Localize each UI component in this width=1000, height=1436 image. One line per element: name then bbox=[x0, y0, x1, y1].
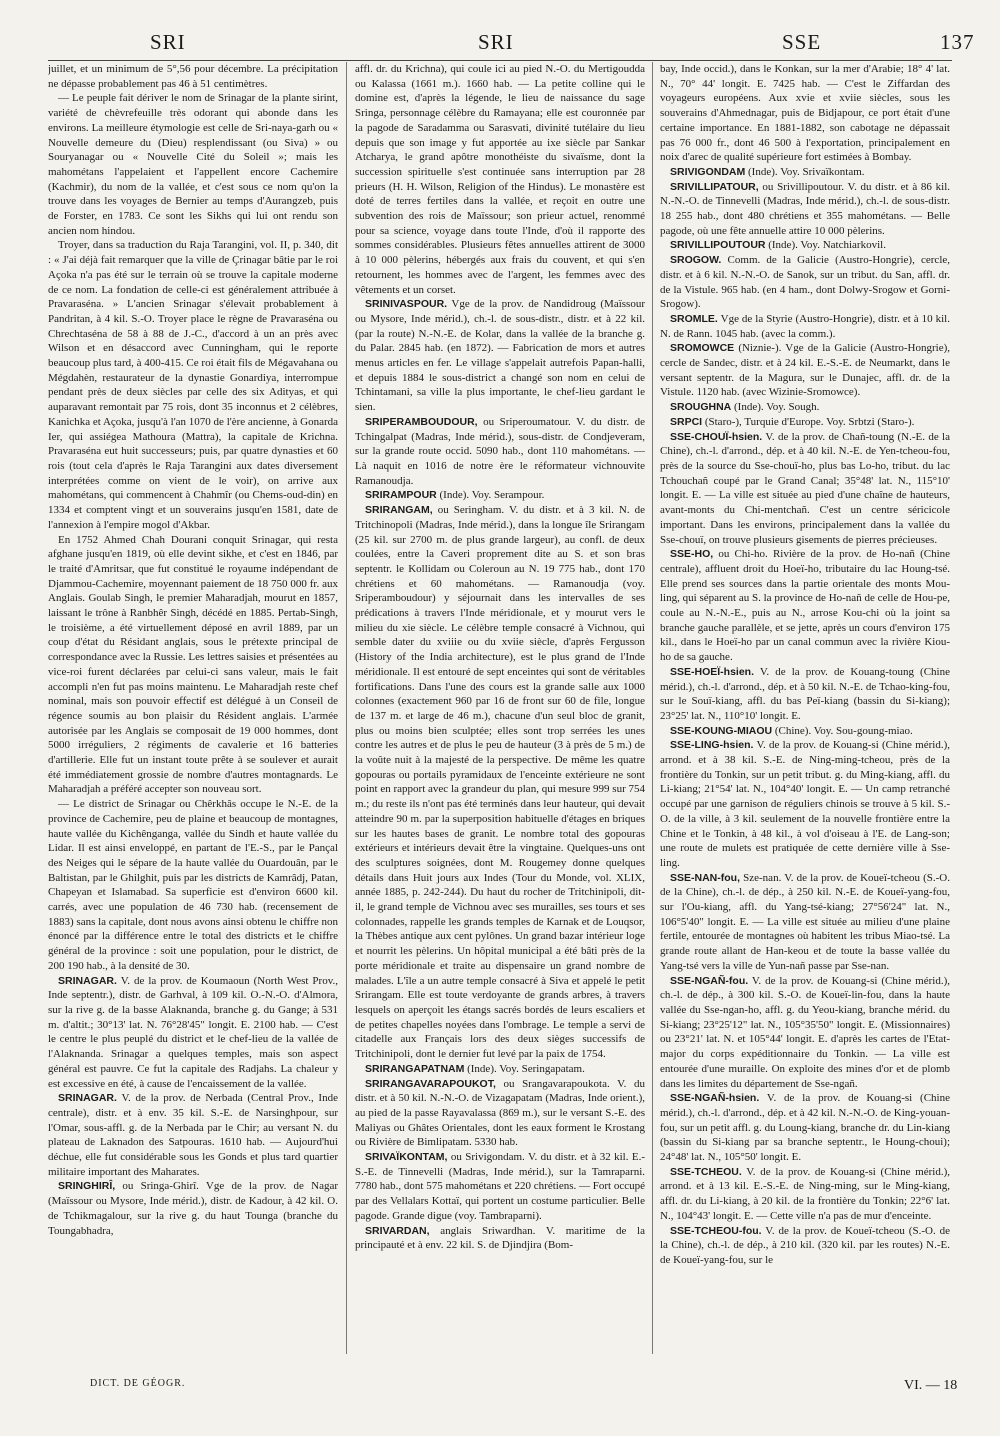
entry-headword: SSE-TCHEOU. bbox=[670, 1165, 742, 1178]
entry-text: — Le district de Srinagar ou Chêrkhâs occupe le N.-E. de la province de Cachemire, peu de plaine et beaucoup de montagnes, haute vallée du Kichênganga, vallée du Sindh et haute vallée du Lidar. Il est ainsi enveloppé, en partant de l'E.-S., par le Pançal des Neiges qui le sépare de la haute vallée du Ouardouân, par le Baltistan, par le Ghilghit, puis par les districts de Kamrâdj, Patan, Chapeyan et Islamabad. Sa superficie est d'environ 6600 kil. carrés, avec une population de 46 730 hab. (recensement de 1883) sans la capitale, dont nous avons ainsi obtenu le chiffre non énoncé par la différence entre le total des districts et le chiffre général de la province : soit une population, pour le district, de 200 190 hab., à la densité de 30. bbox=[48, 798, 338, 972]
entry-headword: SRINAGAR. bbox=[58, 1092, 117, 1105]
entry-text: bay, Inde occid.), dans le Konkan, sur la mer d'Arabie; 18° 4' lat. N., 70° 44' longit. E. 7425 hab. — C'est le Ziffardan des voyageurs européens. Aux xvie et xviie siècles, sous les souverains d'Ahmednagar, puis de Bidjapour, ce port était d'une certaine importance. En 1881-1882, son cabotage ne dépassait pas 76 000 fr., dont 46 500 à l'exportation, principalement en noix d'arec de qualité supérieure fort estimées à Bombay. bbox=[660, 63, 950, 164]
entry-headword: SSE-KOUNG-MIAOU bbox=[670, 724, 773, 737]
entry-headword: SRIRANGAPATNAM bbox=[365, 1062, 465, 1075]
entry-text: (Staro-), Turquie d'Europe. Voy. Srbtzi (Staro-). bbox=[704, 415, 915, 428]
entry-text: V. de la prov. de Kouang-si (Chine mérid.), ch.-l. d'arrond., dép. et à 42 kil. N.-N.-O. de King-youan-fou, sur un petit affl. g. du Loung-kiang, branche dr. du Lin-kiang (bassin du Si-kiang par sa branche septentr., le Houng-choui); 24°48' lat. N., 105°50' longit. E. bbox=[660, 1092, 950, 1164]
column-divider bbox=[652, 62, 653, 1354]
entry-text: V. de la prov. de Koueï-tcheou (S.-O. de la Chine), ch.-l. de dép., à 210 kil. (320 kil. par les routes) N.-E. de Koueï-yang-fou, sur le bbox=[660, 1224, 950, 1266]
page-footer bbox=[0, 1378, 1000, 1398]
entry-headword: SRIVILLIPATOUR, bbox=[670, 180, 759, 193]
entry-text: Troyer, dans sa traduction du Raja Tarangini, vol. II, p. 340, dit : « J'ai déjà fait remarquer que la ville de Çrinagar bâtie par le roi Açoka n'a pas été sur le terrain où se trouve la capitale moderne de ce nom. La fondation de celle-ci est généralement attribuée à Pravaraséna. » L'ancien Srinagar s'élevait probablement à Pandritan, à 4 kil. S.-O. Troyer place le règne de Pravaraséna ou Chrechtaséna de 58 à 88 de J.-C., d'accord à un an près avec Wilson et en désaccord avec Cunningham, qui le reporte beaucoup plus tard, à 400-415. Ce roi était fils de Mégavahana ou Mégdahèn, restaurateur de la dynastie Gonardiya, interrompue pendant près de deux siècles par celle des six Adityas, et qui auparavant remontait par 75 rois, dont 35 inconnus et 2 célèbres, Kanichka et Açoka, jusqu'à l'an 1070 de l'ère ancienne, à Gonarda Ier, qui assiégea Mathoura (Mattra), la capitale de Krichna. Pravaraséna eut huit successeurs; puis, par quatre dynasties et 60 rois (tout cela d'après le Raja Tarangini aux dates diversement interprétées comme on vient de le voir), on arrive aux mahométans, qui commencent à Chahmîr (ou Chems-oud-din) en 1334 et comptent vingt et un souverains jusqu'en 1581, date de l'annexion à l'empire mogol d'Akbar. bbox=[48, 239, 338, 531]
dictionary-entry bbox=[48, 238, 338, 532]
header-rule bbox=[48, 60, 952, 61]
dictionary-entry bbox=[355, 1150, 645, 1224]
dictionary-entry bbox=[355, 488, 645, 503]
entry-text: (Niznie-). Vge de la Galicie (Austro-Hongrie), cercle de Sandec, distr. et à 24 kil. E.-S.-E. de Neumarkt, dans le versant septentr. de la Magura, sur le Dunajec, affl. dr. de la Vistule. 1120 hab. (avec Wizinie-Sromowce). bbox=[660, 342, 950, 399]
header-left-word: SRI bbox=[150, 30, 186, 54]
entry-text: (Inde). Voy. Seringapatam. bbox=[467, 1062, 585, 1075]
dictionary-entry bbox=[355, 1077, 645, 1151]
entry-text: ou Srivigondam. V. du distr. et à 32 kil. E.-S.-E. de Tinnevelli (Madras, Inde mérid.), sur la Tamraparni. 7780 hab., dont 575 mahométans et 220 chrétiens. — Fort occupé par des Vellalars Kottaï, qui portent un costume particulier. Belle pagode. Grande digue (voy. Tambraparni). bbox=[355, 1151, 645, 1222]
dictionary-entry bbox=[660, 430, 950, 548]
dictionary-entry bbox=[660, 415, 950, 430]
entry-headword: SSE-CHOUÏ-hsien. bbox=[670, 430, 763, 443]
entry-text: (Inde). Voy. Srivaïkontam. bbox=[748, 165, 865, 178]
entry-headword: SRIRANGAM, bbox=[365, 504, 433, 517]
dictionary-entry bbox=[660, 400, 950, 415]
entry-headword: SRIVILLIPOUTOUR bbox=[670, 239, 766, 252]
column-right bbox=[660, 62, 950, 1358]
entry-text: (Inde). Voy. Serampour. bbox=[439, 489, 545, 502]
dictionary-entry bbox=[48, 1179, 338, 1238]
entry-headword: SRIPERAMBOUDOUR, bbox=[365, 415, 478, 428]
entry-headword: SROGOW. bbox=[670, 254, 722, 267]
dictionary-entry bbox=[660, 871, 950, 974]
entry-text: (Inde). Voy. Natchiarkovil. bbox=[768, 239, 886, 252]
entry-text: ou Srangavarapoukota. V. du distr. et à 50 kil. N.-N.-O. de Vizagapatam (Madras, Inde orient.), au pied de la passe Rayavalassa (869 m.), sur le versant S.-E. des Maliyas ou Ghâtes Orientales, dont les eaux forment le Krostang ou Rivière de Bimlipatam. 5330 hab. bbox=[355, 1077, 645, 1149]
entry-text: V. de la prov. de Kouang-si (Chine mérid.), ch.-l. de dép., à 300 kil. S.-O. de Koueï-lin-fou, dans la haute vallée du Sse-ngan-ho, affl. g. du Yeou-kiang, branche mérid. du Si-kiang; 23°25'12" lat. N., 105°35'50" longit. E. (Missionnaires) ou 23°21' lat. N. et 105°44' longit. E. d'après les cartes de l'Etat-major du corps expéditionnaire du Tonkin. — La ville est entourée d'une muraille. On exploite des mines d'or et de plomb dans les limites du département de Sse-ngañ. bbox=[660, 974, 950, 1090]
dictionary-entry bbox=[660, 62, 950, 165]
dictionary-entry bbox=[355, 297, 645, 415]
header-right-word: SSE bbox=[782, 30, 822, 54]
dictionary-entry bbox=[355, 1062, 645, 1077]
entry-text: V. de la prov. de Nerbada (Central Prov., Inde centrale), distr. et à env. 35 kil. S.-E. de Narsinghpour, sur l'Omar, sous-affl. g. de la Nerbada par le Chir; au versant N. du plateau de Laknadon des Satpouras. 1610 hab. — Aujourd'hui déchue, elle fut considérable sous les Gonds et plus tard quartier militaire important des Maharates. bbox=[48, 1092, 338, 1178]
dictionary-entry bbox=[660, 238, 950, 253]
entry-text: affl. dr. du Krichna), qui coule ici au pied N.-O. du Mertigoudda ou Kalassa (1661 m.). 1660 hab. — La petite colline qui le domine est, d'après la légende, le lieu de naissance du sage Sringa, personnage célèbre du Ramayana; elle est couronnée par la pagode de Saradamma ou Sarasvati, divinité tutélaire du lieu depuis que son image y fut apportée au ixe siècle par Sankar Atcharya, le grand apôtre monothéiste du sivaïsme, dont la succession spirituelle s'est continuée sans interruption par 28 prieurs (H. H. Wilson, Religion of the Hindus). Le monastère est doté de terres fertiles dans la vallée, et reçoit en outre une subvention des rois de Maïssour; son prieur actuel, renommé pour sa science, voyage dans toute l'Inde, d'où il rapporte des sommes considérables. Plusieurs fêtes annuelles attirent de 3000 à 10 000 pèlerins, hébergés aux frais du couvent, et qui s'en retournent, les hommes avec de l'argent, les femmes avec des vêtements et un corset. bbox=[355, 63, 645, 296]
entry-headword: SRIVAÏKONTAM, bbox=[365, 1151, 448, 1164]
column-left bbox=[48, 62, 338, 1358]
entry-text: ou Sringa-Ghirî. Vge de la prov. de Nagar (Maïssour ou Mysore, Inde mérid.), distr. de Kadour, à 42 kil. O. de Tchikmagalour, sur la rive g. du haut Tounga (branche du Toungabhadra, bbox=[48, 1180, 338, 1237]
dictionary-entry bbox=[48, 1091, 338, 1179]
entry-headword: SRIRANGAVARAPOUKOT, bbox=[365, 1077, 496, 1090]
entry-text: V. de la prov. de Kouang-toung (Chine mérid.), ch.-l. d'arrond., dép. et à 50 kil. N.-E. de Tchao-king-fou, sur le Souï-kiang, affl. du bas Peï-kiang (bassin du Si-kiang); 23°25' lat. N., 110°10' longit. E. bbox=[660, 665, 950, 722]
entry-headword: SSE-HO, bbox=[670, 548, 714, 561]
entry-text: Comm. de la Galicie (Austro-Hongrie), cercle, distr. et à 6 kil. N.-N.-O. de Sanok, sur un tribut. du San, affl. dr. de la Vistule. 965 hab. (en 4 ham., dont Dolwy-Srogow et Gorni-Srogow). bbox=[660, 254, 950, 311]
entry-text: Vge de la prov. de Nandidroug (Maïssour ou Mysore, Inde mérid.), ch.-l. de sous-distr., distr. et à 22 kil. (par la route) N.-N.-E. de Kolar, dans la vallée de la branche g. du Palar. 2845 hab. (en 1872). — Fabrication de mors et autres menus articles en fer. Le village s'appelait autrefois Papan-halli, et depuis 1884 le sous-district a changé son nom en celui de Tchintamani, sa ville la plus importante, le chef-lieu gardant le sien. bbox=[355, 298, 645, 414]
entry-text: ou Seringham. V. du distr. et à 3 kil. N. de Tritchinopoli (Madras, Inde mérid.), dans la longue île Srirangam (25 kil. sur 2700 m. de plus grande largeur), au confl. de deux coulées, entre la Caveri proprement dite au S. et son bras septentr. le Kollidam ou Coleroun au N. 19 775 hab., dont 170 chrétiens et 60 mahométans. — Ramanoudja (voy. Sriperamboudour) y séjournait dans les intervalles de ses prédications à travers l'Inde méridionale, et y mourut vers le milieu du xie siècle. Le célèbre temple consacré à Vichnou, qui semble dater du xviiie ou du xviie siècle, d'après Fergusson (History of the India architecture), est le plus grand de l'Inde méridionale. Il est entouré de sept enceintes qui sont de véritables fortifications. Dans l'une des cours est la grande salle aux 1000 colonnes (exactement 960 par 16 de front sur 60 de file, longue de 137 m. et large de 46 m.), chacune d'un seul bloc de granit, plus ou moins bien sculptée; elles sont trop serrées les unes contre les autres et de plus le peu de hauteur (3 à près de 5 m.) de la voûte nuit à la majesté de la perspective. De même les quatre gopouras ou portails pyramidaux de l'enceinte extérieure ne sont point en rapport avec la grandeur du plan, qui mesure 999 sur 754 m.; du reste ils n'ont pas été terminés dans leur hauteur, qui devait atteindre 90 m. par la superposition habituelle d'étages en briques sur les hautes bases de granit. Le nombre total des gopouras extérieurs et intérieurs devait être la vingtaine. Quelques-uns ont des sculptures soignées, dont M. Rougemey donne quelques détails dans Huit jours aux Indes (Tour du Monde, vol. XLIX, année 1885, p. 242-244). Du haut du rocher de Tritchinipoli, dit-il, le grand temple de Vichnou avec ses murailles, ses tours et ses colonnades, rappelle les grands temples de Karnak et de Louqsor, la Thèbes antique aux cent pylônes. Un grand bazar intérieur loge et nourrit les pèlerins. Un hôpital municipal a été bâti près de la porte méridionale et traite au dispensaire un grand nombre de malades. L'île a un autre temple consacré à Siva et appelé le petit Srirangam. Elle est toute verdoyante de grands arbres, à travers lesquels on aperçoit les étangs sacrés bordés de leurs escaliers et de petites chapelles noyées dans l'ombrage. Le temple a servi de citadelle aux Français lors des deux sièges successifs de Tritchinipoli, dont le dernier fut levé par la paix de 1754. bbox=[355, 504, 645, 1061]
dictionary-entry bbox=[355, 415, 645, 489]
entry-text: anglais Sriwardhan. V. maritime de la principauté et à env. 22 kil. S. de Djindjira (Bom- bbox=[355, 1224, 645, 1252]
entry-headword: SSE-NGAÑ-hsien. bbox=[670, 1092, 760, 1105]
entry-headword: SRIVARDAN, bbox=[365, 1224, 430, 1237]
dictionary-entry bbox=[660, 253, 950, 312]
dictionary-entry bbox=[660, 1165, 950, 1224]
dictionary-entry bbox=[660, 724, 950, 739]
entry-headword: SRIRAMPOUR bbox=[365, 489, 437, 502]
entry-headword: SROMOWCE bbox=[670, 342, 735, 355]
column-middle bbox=[355, 62, 645, 1358]
dictionary-entry bbox=[48, 533, 338, 798]
entry-text: juillet, et un minimum de 5°,56 pour décembre. La précipitation ne dépasse probablement pas 46 à 51 centimètres. bbox=[48, 63, 338, 90]
dictionary-entry bbox=[355, 503, 645, 1062]
dictionary-entry bbox=[48, 974, 338, 1092]
dictionary-entry bbox=[660, 1091, 950, 1165]
entry-text: Vge de la Styrie (Austro-Hongrie), distr. et à 10 kil. N. de Rann. 1045 hab. (avec la comm.). bbox=[660, 312, 950, 340]
dictionary-entry bbox=[660, 1224, 950, 1268]
entry-headword: SSE-HOEÏ-hsien. bbox=[670, 665, 755, 678]
entry-text: (Inde). Voy. Sough. bbox=[734, 401, 820, 414]
dictionary-entry bbox=[660, 341, 950, 400]
entry-headword: SSE-TCHEOU-fou. bbox=[670, 1224, 762, 1237]
entry-headword: SSE-NGAÑ-fou. bbox=[670, 974, 749, 987]
entry-text: V. de la prov. de Kouang-si (Chine mérid.), arrond. et à 38 kil. S.-E. de Ning-ming-tcheou, près de la frontière du Tonkin, sur un petit tribut. g. du Ming-kiang, affl. du Li-kiang; 21°54' lat. N., 104°40' longit. E. — Un camp retranché occupé par une garnison de réguliers chinois se trouve à 5 kil. S.-O. de la ville, à 3 kil. seulement de la nouvelle frontière entre la Chine et le Tonkin, à 48 kil., à vol d'oiseau à l'E. de Lang-son; une route de mulets est pratiquée de cette dernière ville à Sse-ling. bbox=[660, 739, 950, 869]
dictionary-entry bbox=[660, 312, 950, 341]
dictionary-entry bbox=[660, 974, 950, 1092]
entry-headword: SRPCI bbox=[670, 415, 703, 428]
dictionary-entry bbox=[660, 665, 950, 724]
entry-headword: SSE-LING-hsien. bbox=[670, 739, 754, 752]
entry-text: (Chine). Voy. Sou-goung-miao. bbox=[774, 724, 913, 737]
entry-text: V. de la prov. de Koumaoun (North West Prov., Inde septentr.), distr. de Garhval, à 109 kil. O.-N.-O. d'Almora, sur la rive g. de la basse Alaknanda, branche g. du Gange; à 531 m. d'altit.; 30°13' lat. N. 76°28'45" longit. E. 2100 hab. — C'est le centre le plus peuplé du district et le chef-lieu de la vallée de l'Alaknanda. Srinagar a quelques temples, mais son aspect général est pauvre. Ce fut la capitale des Radjahs. La chaleur y est excessive en été, à cause de l'encaissement de la vallée. bbox=[48, 974, 338, 1090]
dictionary-entry bbox=[660, 165, 950, 180]
dictionary-entry bbox=[48, 797, 338, 973]
column-divider bbox=[346, 62, 347, 1354]
entry-headword: SRINIVASPOUR. bbox=[365, 298, 448, 311]
entry-text: V. de la prov. de Chañ-toung (N.-E. de la Chine), ch.-l. d'arrond., dép. et à 40 kil. N.-E. de Yen-tcheou-fou, près de la source du Sse-chouï-ho, plus bas Lo-ho, tribut. du lac Tchouchañ coupé par le Grand Canal; 35°48' lat. N., 115°10' longit. E. — La ville est située au pied d'une chaîne de hauteurs, avant-monts du Chi-mentchañ. C'est un centre séricicole important. Dans les environs, principalement dans la vallée du Sse-chouï, on trouve plusieurs gisements de pierres précieuses. bbox=[660, 430, 950, 546]
entry-text: En 1752 Ahmed Chah Dourani conquit Srinagar, qui resta afghane jusqu'en 1819, où elle devint sikhe, et c'est en 1846, par le traité d'Amritsar, que fut constitué le royaume indépendant de Djammou-Cachemire, moyennant paiement de 18 750 000 fr. aux Anglais. Goulab Singh, le premier Maharadjah, mourut en 1857, laissant le trône à Ranbhêr Singh, décédé en 1885. Pertab-Singh, le troisième, a été virtuellement déposé en avril 1889, par un coup d'état du Résidant anglais, sous le prétexte principal de correspondance avec la Russie. Les lettres saisies et présentées au vice-roi furent déclarées par celui-ci sans valeur, mais le fait accompli n'en fut pas moins maintenu. Le Maharadjah reste chef nominal, mais son pouvoir effectif est délégué à un Conseil de régence soumis au bon plaisir du Résident anglais. L'armée autorisée par les Anglais se composait de 19 000 hommes, dont 5000 irréguliers, 2 régiments de cavalerie et 16 batteries d'artillerie. Elle fut un instant toute prête à se soulever et aurait été immédiatement grossie de nombre d'autres montagnards. Le Maharadjah a préféré accepter son nouveau sort. bbox=[48, 533, 338, 796]
dictionary-entry bbox=[355, 62, 645, 297]
dictionary-entry bbox=[660, 547, 950, 665]
dictionary-entry bbox=[660, 180, 950, 239]
entry-headword: SRINGHIRÎ, bbox=[58, 1180, 116, 1193]
entry-headword: SSE-NAN-fou, bbox=[670, 871, 740, 884]
entry-text: — Le peuple fait dériver le nom de Srinagar de la plante sirint, variété de chèvrefeuille très odorant qui abonde dans les environs. La meilleure étymologie est celle de Sri-naya-garh ou « Nouvelle demeure du (Dieu) resplendissant (ou Siva) » ou Souryanagar ou « Nouvelle Cité du Soleil »; mais les mahométans l'appelaient et l'appellent encore Cachemire (Kachmir), du nom de la vallée, et c'est sous ce nom qu'on la trouve dans les voyages de Bernier au temps d'Aurangzeb, puis de Forster, en 1783. Ce sont les Sikhs qui lui ont rendu son ancien nom hindou. bbox=[48, 92, 338, 237]
header-center-word: SRI bbox=[478, 30, 514, 54]
dictionary-entry bbox=[48, 91, 338, 238]
entry-text: ou Chi-ho. Rivière de la prov. de Ho-nañ (Chine centrale), affluent droit du Hoeï-ho, tributaire du lac Houng-tsé. Elle prend ses sources dans la partie orientale des monts Mou-ling, qui séparent au S. la province de Ho-nañ de celle de Hou-pe, coule au N.-N.-E., puis au N., arrose Kou-chi où la joint sa branche gauche parallèle, et se jette, après un cours d'environ 175 kil., dans le Hoeï-ho par un canal commun avec la rivière Kiou-ho de sa gauche. bbox=[660, 548, 950, 664]
entry-headword: SROMLE. bbox=[670, 312, 718, 325]
entry-headword: SRINAGAR. bbox=[58, 974, 117, 987]
entry-headword: SRIVIGONDAM bbox=[670, 165, 746, 178]
footer-volume-sheet: VI. — 18 bbox=[904, 1378, 958, 1393]
dictionary-entry bbox=[48, 62, 338, 91]
entry-text: V. de la prov. de Kouang-si (Chine mérid.), arrond. et à 13 kil. E.-S.-E. de Ning-ming, sur le Ming-kiang, affl. dr. du Li-kiang, à 20 kil. de la frontière du Tonkin; 22°6' lat. N., 104°43' longit. E. — Cette ville n'a pas de mur d'enceinte. bbox=[660, 1165, 950, 1222]
footer-signature: DICT. DE GÉOGR. bbox=[90, 1378, 186, 1389]
page-number: 137 bbox=[940, 30, 975, 54]
entry-headword: SROUGHNA bbox=[670, 401, 732, 414]
dictionary-entry bbox=[660, 738, 950, 870]
entry-text: ou Srivillipoutour. V. du distr. et à 86 kil. N.-N.-O. de Tinnevelli (Madras, Inde mérid.), ch.-l. de sous-distr. 18 255 hab., dont 480 chrétiens et 355 mahométans. — Belle pagode, où une fête annuelle attire 10 000 pèlerins. bbox=[660, 180, 950, 237]
dictionary-entry bbox=[355, 1224, 645, 1253]
entry-text: ou Sriperoumatour. V. du distr. de Tchingalpat (Madras, Inde mérid.), sous-distr. de Condjeveram, sur la grande route occid. 5090 hab., dont 110 mahométans. — Là naquit en 1016 de notre ère le réformateur vichnouvite Ramanoudja. bbox=[355, 415, 645, 487]
entry-text: Sze-nan. V. de la prov. de Koueï-tcheou (S.-O. de la Chine), ch.-l. de dép., à 250 kil. N.-E. de Koueï-yang-fou, sur l'Ou-kiang, affl. du Yang-tsé-kiang; 27°56'24" lat. N., 106°5'40" longit. E. — La ville est située au milieu d'une plaine fertile, entourée de montagnes où habitent les tribus Miao-tsé. La grande route allant de Han-keou et de toute la basse vallée du Yang-tsé vers la ville de Yun-nañ passe par Sse-nan. bbox=[660, 871, 950, 972]
running-header bbox=[0, 30, 1000, 60]
